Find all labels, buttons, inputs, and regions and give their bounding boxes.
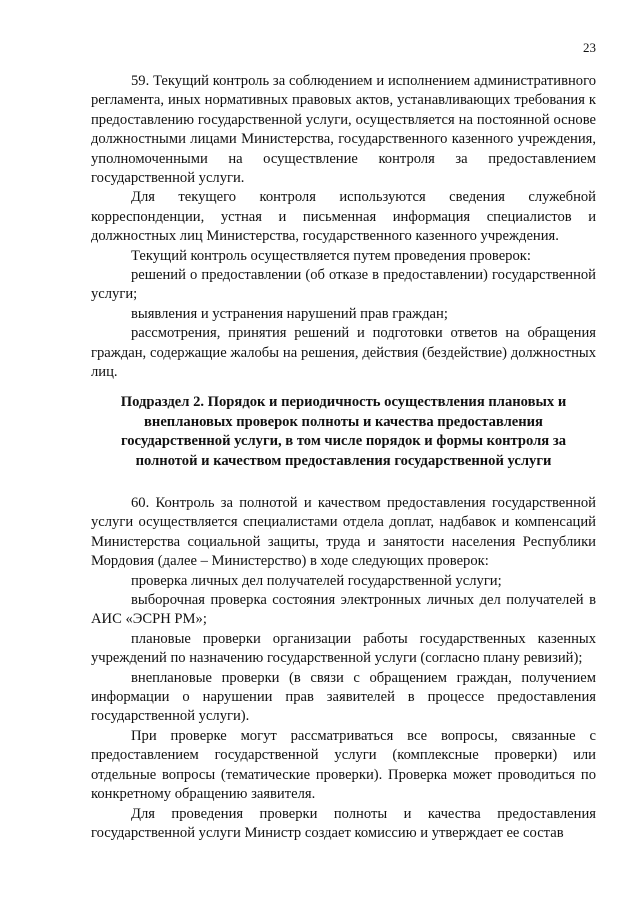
list-item-planned-inspections: плановые проверки организации работы государственных казенных учреждений по назначению государственной услуги (согласно плану ревизий); [91, 630, 596, 667]
list-item-decisions: решений о предоставлении (об отказе в предоставлении) государственной услуги; [91, 267, 596, 303]
section-1 [91, 72, 596, 383]
list-item-appeals: рассмотрения, принятия решений и подготовки ответов на обращения граждан, содержащие жалобы на решения, действия (бездействие) должностных лиц. [91, 325, 596, 381]
paragraph-inspection-scope: При проверке могут рассматриваться все вопросы, связанные с предоставлением государственной услуги (комплексные проверки) или отдельные вопросы (тематические проверки). Проверка может проводиться по конкретному обращению заявителя. [91, 727, 596, 803]
paragraph-current-control-method: Текущий контроль осуществляется путем проведения проверок: [131, 247, 531, 264]
section-2 [91, 494, 596, 843]
paragraph-60: 60. Контроль за полнотой и качеством предоставления государственной услуги осуществляется специалистами отдела доплат, надбавок и компенсаций Министерства социальной защиты, труда и занятости населения Республики Мордовия (далее – Министерство) в ходе следующих проверок: [91, 495, 596, 570]
page-number: 23 [583, 40, 596, 55]
subsection-heading: Подраздел 2. Порядок и периодичность осуществления плановых и внеплановых проверок полноты и качества предоставления государственной услуги, в том числе порядок и формы контроля за полнотой и качеством предоставления государственной услуги [120, 394, 567, 469]
list-item-violations: выявления и устранения нарушений прав граждан; [131, 305, 448, 322]
paragraph-59: 59. Текущий контроль за соблюдением и исполнением административного регламента, иных нормативных правовых актов, устанавливающих требования к предоставлению государственной услуги, осуществляется на постоянной основе должностными лицами Министерства, государственного казенного учреждения, уполномоченными на осуществление контроля за предоставлением государственной услуги. [91, 73, 596, 187]
list-item-electronic-files: выборочная проверка состояния электронных личных дел получателей в АИС «ЭСРН РМ»; [91, 592, 596, 628]
paragraph-current-control-sources: Для текущего контроля используются сведения служебной корреспонденции, устная и письменная информация специалистов и должностных лиц Министерства, государственного казенного учреждения. [91, 189, 596, 245]
list-item-unplanned-inspections: внеплановые проверки (в связи с обращением граждан, получением информации о нарушении прав заявителей в процессе предоставления государственной услуги). [91, 669, 596, 725]
list-item-personal-files: проверка личных дел получателей государственной услуги; [131, 572, 502, 589]
paragraph-commission: Для проведения проверки полноты и качества предоставления государственной услуги Министр создает комиссию и утверждает ее состав [91, 805, 596, 841]
